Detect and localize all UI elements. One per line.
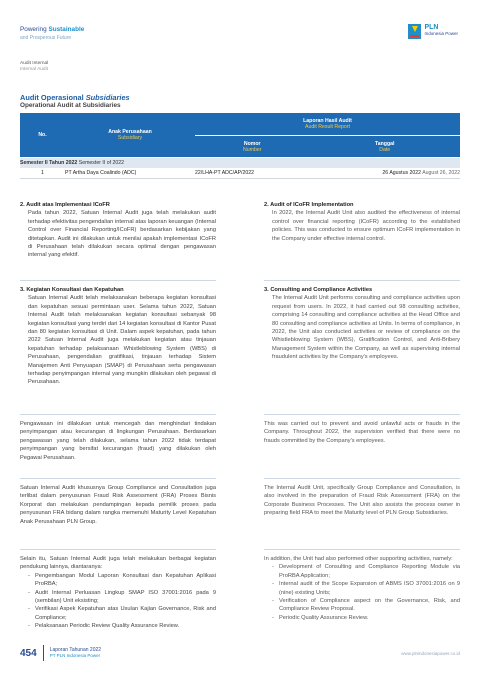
p6-en bbox=[264, 555, 460, 622]
section-title: Audit Operasional Subsidiaries bbox=[20, 93, 130, 102]
list-item: - Verifikasi Aspek Kepatuhan atas Usulan Kajian Governance, Risk and Compliance; bbox=[28, 605, 216, 622]
footer-url[interactable]: www.plnindonesiapower.co.id bbox=[401, 651, 460, 656]
s2-id bbox=[20, 201, 216, 260]
logo-sub: Indonesia Power bbox=[424, 31, 458, 36]
s3-id bbox=[20, 286, 216, 387]
p5-id: Satuan Internal Audit khususnya Group Compliance and Consultation juga terlibat dalam penyusunan Fraud Risk Assessment (FRA) Proses Bisnis Korporat dan melakukan pendampingan kepada pemilik proses pada penyusunan FRA bidang dalam rangka memenuhi Maturity Level Kepatuhan Anak Perusahaan PLN Group. bbox=[20, 485, 216, 525]
breadcrumb-secondary: Internal Audit bbox=[20, 67, 49, 72]
header-date: Tanggal Date bbox=[309, 136, 460, 158]
p6-text-en: In addition, the Unit had also performed other supporting activities, namely: bbox=[264, 556, 453, 562]
brand-tagline bbox=[20, 26, 84, 42]
row-no: 1 bbox=[20, 168, 65, 179]
divider bbox=[264, 549, 460, 550]
breadcrumb-primary: Audit Internal bbox=[20, 61, 49, 66]
table-row bbox=[20, 168, 460, 179]
list-item: - Internal audit of the Scope Expansion of ABMS ISO 37001:2016 on 9 (nine) existing Units; bbox=[272, 580, 460, 597]
brand-prefix: Powering bbox=[20, 26, 47, 33]
row-subsidiary: PT Artha Daya Coalindo (ADC) bbox=[65, 168, 195, 179]
brand-sub: and Prosperous Future bbox=[20, 34, 72, 41]
divider bbox=[264, 478, 460, 479]
s3-heading-id: 3. Kegiatan Konsultasi dan Kepatuhan bbox=[20, 287, 124, 293]
header-number: Nomor Number bbox=[195, 136, 309, 158]
support-list-id bbox=[20, 572, 216, 631]
list-item: - Audit Internal Perluasan Lingkup SMAP ISO 37001:2016 pada 9 (sembilan) Unit eksisting; bbox=[28, 589, 216, 606]
pln-lightning-icon bbox=[408, 24, 421, 39]
header-no: No. bbox=[20, 113, 65, 157]
semester-row: Semester II Tahun 2022 Semester II of 2022 bbox=[20, 158, 460, 168]
divider bbox=[264, 414, 460, 415]
support-list-en bbox=[264, 563, 460, 622]
footer-separator bbox=[43, 645, 44, 661]
p6-text-id: Selain itu, Satuan Internal Audit juga telah melakukan berbagai kegiatan pendukung lainnya, diantaranya: bbox=[20, 556, 216, 571]
list-item: - Pelaksanaan Periodic Review Quality Assurance Review. bbox=[28, 622, 216, 630]
footer-company: PT PLN Indonesia Power bbox=[49, 653, 101, 658]
list-item: - Periodic Quality Assurance Review. bbox=[272, 614, 460, 622]
p4-id: Pengawasan ini dilakukan untuk mencegah dan menghindari tindakan penyimpangan atau kecurangan di lingkungan Perusahaan. Berdasarkan pengawasan yang telah dilakukan, selama tahun 2022 tidak terdapat penyimpangan yang bersifat kecurangan (fraud) yang dilakukan oleh Pegawai Perusahaan. bbox=[20, 421, 216, 461]
p5-en: The Internal Audit Unit, specifically Group Compliance and Consultation, is also involved in the preparation of Fraud Risk Assessment (FRA) on the Corporate Business Processes. The Unit also assists the process owner in preparing field FRA to meet the Maturity level of PLN Group Subsidiaries. bbox=[264, 485, 460, 517]
divider bbox=[20, 549, 216, 550]
s2-text-en: In 2022, the Internal Audit Unit also audited the effectiveness of internal control over financial reporting (ICoFR) according to the established policies. This was conducted to ensure optimum ICoFR implementation in the Company under effective internal control. bbox=[272, 210, 460, 242]
row-number: 22/LHA-PT ADC/AP/2022 bbox=[195, 168, 309, 179]
footer-report-title: Laporan Tahunan 2022 bbox=[49, 646, 102, 653]
divider bbox=[20, 414, 216, 415]
page-number: 454 bbox=[20, 647, 37, 659]
s3-en bbox=[264, 286, 460, 362]
list-item: - Verification of Compliance aspect on the Governance, Risk, and Compliance Review Proposal. bbox=[272, 597, 460, 614]
divider bbox=[20, 478, 216, 479]
s3-text-en: The Internal Audit Unit performs consulting and compliance activities upon request from users. In 2022, it had carried out 98 consulting activities, comprising 14 consulting and compliance activities at the Head Office and 80 consulting and compliance activities at Units. In terms of compliance, in 2022, the Unit also conducted activities or review of compliance on the Whistleblowing System (WBS), Gratification Control, and Anti-Bribery Management System within the Company, as well as supervising internal fraudulent activities by the Company's employees. bbox=[272, 295, 460, 361]
divider bbox=[20, 280, 216, 281]
section-subtitle: Operational Audit at Subsidiaries bbox=[20, 102, 121, 109]
pln-logo bbox=[408, 24, 458, 39]
s2-text-id: Pada tahun 2022, Satuan Internal Audit juga telah melakukan audit terhadap efektivitas pengendalian internal atas laporan keuangan (Internal Control over Financial Reporting/ICoFR) berdasarkan kebijakan yang ditetapkan. Audit ini dilakukan untuk menilai apakah implementasi ICoFR di Perusahaan telah dilakukan secara optimal dengan pengawasan internal yang efektif. bbox=[28, 210, 216, 259]
list-item: - Pengembangan Modul Laporan Konsultasi dan Kepatuhan Aplikasi ProRBA; bbox=[28, 572, 216, 589]
divider bbox=[264, 280, 460, 281]
row-date: 26 Agustus 2022 August 26, 2022 bbox=[309, 168, 460, 179]
footer bbox=[20, 645, 101, 661]
s3-heading-en: 3. Consulting and Compliance Activities bbox=[264, 287, 373, 293]
list-item: - Development of Consulting and Compliance Reporting Module via ProRBA Application; bbox=[272, 563, 460, 580]
s2-heading-id: 2. Audit atas Implementasi ICoFR bbox=[20, 202, 110, 208]
logo-name: PLN bbox=[424, 24, 439, 31]
p4-en: This was carried out to prevent and avoid unlawful acts or frauds in the Company. Throughout 2022, the supervision verified that there were no frauds committed by the Company's employees. bbox=[264, 421, 460, 444]
p6-id bbox=[20, 555, 216, 631]
brand-main: Sustainable bbox=[48, 26, 85, 33]
s2-en bbox=[264, 201, 460, 243]
s3-text-id: Satuan Internal Audit telah melaksanakan beberapa kegiatan konsultasi dan kepatuhan sesuai permintaan user. Selama tahun 2022, Satuan Internal Audit telah melaksanakan kegiatan konsultasi sebanyak 98 kegiatan konsultasi yang terdiri dari 14 kegiatan konsultasi di Kantor Pusat dan 80 kegiatan konsultasi di Unit. Dalam aspek kepatuhan, pada tahun 2022 Satuan Internal Audit juga melakukan kegiatan atau tinjauan kepatuhan terhadap pelaksanaan Whistleblowing System (WBS) di Perusahaan, pengendalian gratifikasi, tinjauan terhadap Sistem Manajemen Anti Penyuapan (SMAP) di Perusahaan serta pengawasan terhadap penyimpangan internal yang mungkin dilakukan oleh pegawai di Perusahaan. bbox=[28, 295, 216, 386]
s2-heading-en: 2. Audit of ICoFR Implementation bbox=[264, 202, 354, 208]
audit-table bbox=[20, 113, 460, 179]
header-subsidiary: Anak Perusahaan Subsidiary bbox=[65, 113, 195, 157]
header-audit-report: Laporan Hasil Audit Audit Result Report bbox=[195, 113, 460, 136]
breadcrumb bbox=[20, 61, 48, 73]
